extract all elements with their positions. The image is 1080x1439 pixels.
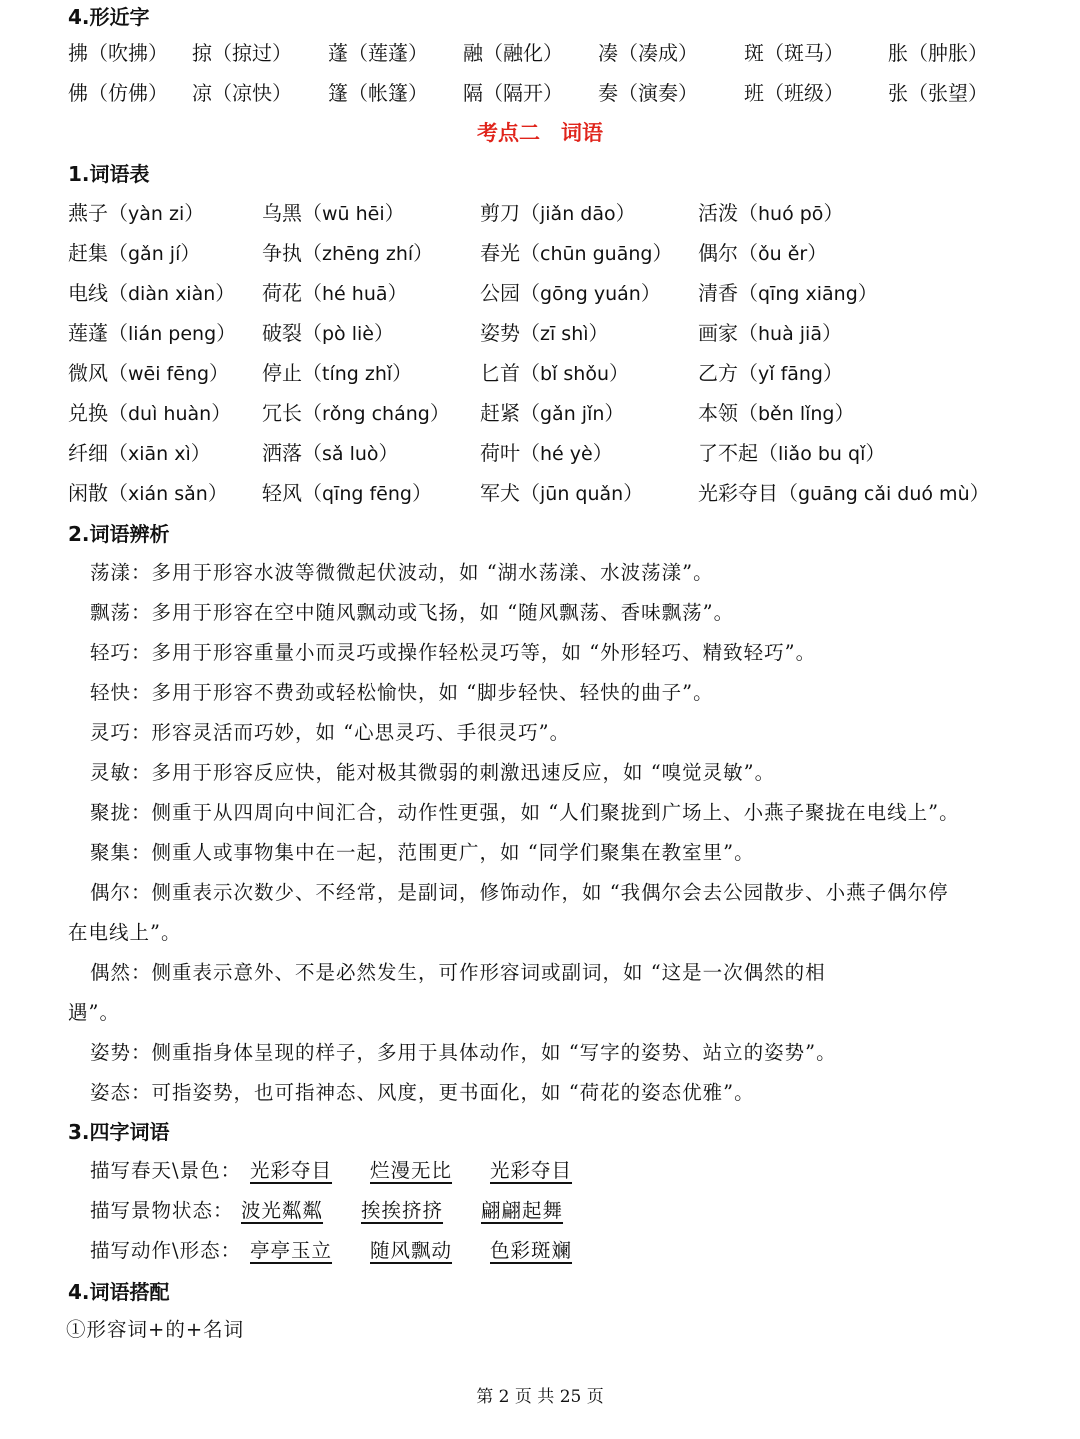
vocab-pinyin: xiān xì bbox=[128, 443, 191, 465]
vocab-word: 剪刀 bbox=[480, 201, 520, 225]
vocab-entry: 电线（diàn xiàn） bbox=[68, 281, 236, 305]
vocab-entry: 公园（gōng yuán） bbox=[480, 281, 661, 305]
similar-chars-heading: 4.形近字 bbox=[68, 5, 150, 29]
vocab-pinyin: qīng xiāng bbox=[758, 283, 858, 305]
vocab-word: 莲蓬 bbox=[68, 321, 108, 345]
vocab-entry: 清香（qīng xiāng） bbox=[698, 281, 878, 305]
analysis-line: 聚拢：侧重于从四周向中间汇合，动作性更强，如 “人们聚拢到广场上、小燕子聚拢在电线上”。 bbox=[90, 801, 960, 824]
vocab-entry: 匕首（bǐ shǒu） bbox=[480, 361, 629, 385]
vocab-word: 赶紧 bbox=[480, 401, 520, 425]
four-char-label: 描写动作\形态： bbox=[90, 1239, 242, 1262]
analysis-line: 在电线上”。 bbox=[68, 921, 182, 944]
four-char-word: 烂漫无比 bbox=[370, 1159, 453, 1182]
vocab-entry: 停止（tíng zhǐ） bbox=[262, 361, 413, 385]
vocab-word: 春光 bbox=[480, 241, 520, 265]
analysis-line: 偶尔：侧重表示次数少、不经常，是副词，修饰动作，如 “我偶尔会去公园散步、小燕子偶尔停 bbox=[90, 881, 949, 904]
vocab-entry: 剪刀（jiǎn dāo） bbox=[480, 201, 636, 225]
vocab-word: 轻风 bbox=[262, 481, 302, 505]
vocab-entry: 轻风（qīng fēng） bbox=[262, 481, 432, 505]
vocab-word: 活泼 bbox=[698, 201, 738, 225]
four-char-word: 光彩夺目 bbox=[250, 1159, 333, 1182]
vocab-entry: 了不起（liǎo bu qǐ） bbox=[698, 441, 886, 465]
vocab-word: 微风 bbox=[68, 361, 108, 385]
vocab-pinyin: hé yè bbox=[540, 443, 593, 465]
vocab-pinyin: zhēng zhí bbox=[322, 243, 414, 265]
vocab-word: 纤细 bbox=[68, 441, 108, 465]
four-char-label: 描写景物状态： bbox=[90, 1199, 234, 1222]
vocab-pinyin: diàn xiàn bbox=[128, 283, 216, 305]
similar-char-item: 张（张望） bbox=[888, 81, 988, 105]
analysis-line: 姿势：侧重指身体呈现的样子，多用于具体动作，如 “写字的姿势、站立的姿势”。 bbox=[90, 1041, 837, 1064]
vocab-pinyin: zī shì bbox=[540, 323, 589, 345]
vocab-word: 荷花 bbox=[262, 281, 302, 305]
vocab-word: 荷叶 bbox=[480, 441, 520, 465]
collocation-heading: 4.词语搭配 bbox=[68, 1280, 170, 1304]
vocab-word: 画家 bbox=[698, 321, 738, 345]
analysis-line: 轻快：多用于形容不费劲或轻松愉快，如 “脚步轻快、轻快的曲子”。 bbox=[90, 681, 714, 704]
analysis-line: 灵敏：多用于形容反应快，能对极其微弱的刺激迅速反应，如 “嗅觉灵敏”。 bbox=[90, 761, 776, 784]
analysis-line: 飘荡：多用于形容在空中随风飘动或飞扬，如 “随风飘荡、香味飘荡”。 bbox=[90, 601, 735, 624]
vocab-entry: 燕子（yàn zi） bbox=[68, 201, 205, 225]
vocab-pinyin: xián sǎn bbox=[128, 483, 208, 505]
vocab-pinyin: lián peng bbox=[128, 323, 217, 345]
similar-char-item: 奏（演奏） bbox=[598, 81, 698, 105]
analysis-line: 轻巧：多用于形容重量小而灵巧或操作轻松灵巧等，如 “外形轻巧、精致轻巧”。 bbox=[90, 641, 817, 664]
vocab-pinyin: liǎo bu qǐ bbox=[778, 443, 866, 465]
similar-char-item: 斑（斑马） bbox=[744, 41, 844, 65]
analysis-line: 荡漾：多用于形容水波等微微起伏波动，如 “湖水荡漾、水波荡漾”。 bbox=[90, 561, 714, 584]
vocab-word: 偶尔 bbox=[698, 241, 738, 265]
vocab-entry: 荷花（hé huā） bbox=[262, 281, 408, 305]
vocab-entry: 争执（zhēng zhí） bbox=[262, 241, 434, 265]
vocab-word: 本领 bbox=[698, 401, 738, 425]
vocab-entry: 微风（wēi fēng） bbox=[68, 361, 230, 385]
vocab-pinyin: huà jiā bbox=[758, 323, 822, 345]
four-char-heading: 3.四字词语 bbox=[68, 1120, 170, 1144]
vocab-entry: 光彩夺目（guāng cǎi duó mù） bbox=[698, 481, 990, 505]
vocab-pinyin: duì huàn bbox=[128, 403, 212, 425]
vocab-entry: 赶紧（gǎn jǐn） bbox=[480, 401, 625, 425]
vocab-entry: 画家（huà jiā） bbox=[698, 321, 842, 345]
vocab-word: 光彩夺目 bbox=[698, 481, 778, 505]
vocab-pinyin: rǒng cháng bbox=[322, 403, 430, 425]
analysis-line: 聚集：侧重人或事物集中在一起，范围更广，如 “同学们聚集在教室里”。 bbox=[90, 841, 755, 864]
vocab-pinyin: bǐ shǒu bbox=[540, 363, 609, 385]
similar-char-item: 掠（掠过） bbox=[192, 41, 292, 65]
vocab-pinyin: jiǎn dāo bbox=[540, 203, 616, 225]
vocab-entry: 闲散（xián sǎn） bbox=[68, 481, 228, 505]
vocab-pinyin: huó pō bbox=[758, 203, 824, 225]
analysis-line: 遇”。 bbox=[68, 1001, 120, 1024]
vocab-word: 燕子 bbox=[68, 201, 108, 225]
vocab-word: 乌黑 bbox=[262, 201, 302, 225]
vocab-pinyin: guāng cǎi duó mù bbox=[798, 483, 970, 505]
four-char-word: 色彩斑斓 bbox=[490, 1239, 573, 1262]
four-char-word: 翩翩起舞 bbox=[481, 1199, 564, 1222]
similar-char-item: 隔（隔开） bbox=[463, 81, 563, 105]
vocab-heading: 1.词语表 bbox=[68, 162, 150, 186]
vocab-pinyin: gǎn jǐn bbox=[540, 403, 605, 425]
vocab-entry: 偶尔（ǒu ěr） bbox=[698, 241, 828, 265]
similar-char-item: 融（融化） bbox=[463, 41, 563, 65]
vocab-entry: 春光（chūn guāng） bbox=[480, 241, 673, 265]
similar-char-item: 胀（肿胀） bbox=[888, 41, 988, 65]
vocab-pinyin: jūn quǎn bbox=[540, 483, 624, 505]
vocab-word: 匕首 bbox=[480, 361, 520, 385]
vocab-entry: 荷叶（hé yè） bbox=[480, 441, 613, 465]
vocab-pinyin: tíng zhǐ bbox=[322, 363, 393, 385]
vocab-entry: 兑换（duì huàn） bbox=[68, 401, 232, 425]
vocab-word: 了不起 bbox=[698, 441, 758, 465]
vocab-pinyin: sǎ luò bbox=[322, 443, 379, 465]
vocab-word: 破裂 bbox=[262, 321, 302, 345]
similar-char-item: 篷（帐篷） bbox=[328, 81, 428, 105]
vocab-word: 清香 bbox=[698, 281, 738, 305]
vocab-entry: 姿势（zī shì） bbox=[480, 321, 609, 345]
vocab-entry: 破裂（pò liè） bbox=[262, 321, 394, 345]
analysis-line: 偶然：侧重表示意外、不是必然发生，可作形容词或副词，如 “这是一次偶然的相 bbox=[90, 961, 826, 984]
vocab-pinyin: gǎn jí bbox=[128, 243, 181, 265]
vocab-entry: 洒落（sǎ luò） bbox=[262, 441, 399, 465]
four-char-word: 波光粼粼 bbox=[241, 1199, 324, 1222]
vocab-pinyin: ǒu ěr bbox=[758, 243, 808, 265]
vocab-entry: 莲蓬（lián peng） bbox=[68, 321, 237, 345]
vocab-entry: 赶集（gǎn jí） bbox=[68, 241, 201, 265]
four-char-word: 随风飘动 bbox=[370, 1239, 453, 1262]
vocab-entry: 军犬（jūn quǎn） bbox=[480, 481, 644, 505]
vocab-word: 赶集 bbox=[68, 241, 108, 265]
vocab-word: 公园 bbox=[480, 281, 520, 305]
collocation-item: ①形容词+的+名词 bbox=[66, 1318, 245, 1341]
vocab-word: 电线 bbox=[68, 281, 108, 305]
similar-char-item: 蓬（莲蓬） bbox=[328, 41, 428, 65]
similar-char-item: 凑（凑成） bbox=[598, 41, 698, 65]
vocab-pinyin: yàn zi bbox=[128, 203, 185, 225]
vocab-pinyin: hé huā bbox=[322, 283, 388, 305]
vocab-word: 冗长 bbox=[262, 401, 302, 425]
analysis-heading: 2.词语辨析 bbox=[68, 522, 170, 546]
vocab-word: 争执 bbox=[262, 241, 302, 265]
vocab-pinyin: gōng yuán bbox=[540, 283, 641, 305]
similar-char-item: 班（班级） bbox=[744, 81, 844, 105]
section-title: 考点二 词语 bbox=[477, 121, 603, 145]
analysis-line: 灵巧：形容灵活而巧妙，如 “心思灵巧、手很灵巧”。 bbox=[90, 721, 571, 744]
similar-char-item: 拂（吹拂） bbox=[68, 41, 168, 65]
vocab-word: 洒落 bbox=[262, 441, 302, 465]
vocab-pinyin: běn lǐng bbox=[758, 403, 835, 425]
vocab-entry: 本领（běn lǐng） bbox=[698, 401, 855, 425]
similar-char-item: 佛（仿佛） bbox=[68, 81, 168, 105]
similar-char-item: 凉（凉快） bbox=[192, 81, 292, 105]
vocab-word: 兑换 bbox=[68, 401, 108, 425]
four-char-word: 亭亭玉立 bbox=[250, 1239, 333, 1262]
vocab-entry: 乙方（yǐ fāng） bbox=[698, 361, 843, 385]
vocab-word: 姿势 bbox=[480, 321, 520, 345]
vocab-word: 乙方 bbox=[698, 361, 738, 385]
vocab-pinyin: wēi fēng bbox=[128, 363, 210, 385]
vocab-word: 闲散 bbox=[68, 481, 108, 505]
vocab-entry: 纤细（xiān xì） bbox=[68, 441, 211, 465]
vocab-entry: 冗长（rǒng cháng） bbox=[262, 401, 450, 425]
four-char-word: 挨挨挤挤 bbox=[361, 1199, 444, 1222]
analysis-line: 姿态：可指姿势，也可指神态、风度，更书面化，如 “荷花的姿态优雅”。 bbox=[90, 1081, 755, 1104]
vocab-entry: 活泼（huó pō） bbox=[698, 201, 844, 225]
vocab-pinyin: pò liè bbox=[322, 323, 374, 345]
vocab-pinyin: chūn guāng bbox=[540, 243, 653, 265]
vocab-word: 停止 bbox=[262, 361, 302, 385]
vocab-pinyin: wū hēi bbox=[322, 203, 385, 225]
vocab-pinyin: yǐ fāng bbox=[758, 363, 823, 385]
four-char-word: 光彩夺目 bbox=[490, 1159, 573, 1182]
vocab-entry: 乌黑（wū hēi） bbox=[262, 201, 405, 225]
vocab-pinyin: qīng fēng bbox=[322, 483, 412, 505]
four-char-label: 描写春天\景色： bbox=[90, 1159, 242, 1182]
vocab-word: 军犬 bbox=[480, 481, 520, 505]
page-number: 第 2 页 共 25 页 bbox=[476, 1387, 604, 1407]
